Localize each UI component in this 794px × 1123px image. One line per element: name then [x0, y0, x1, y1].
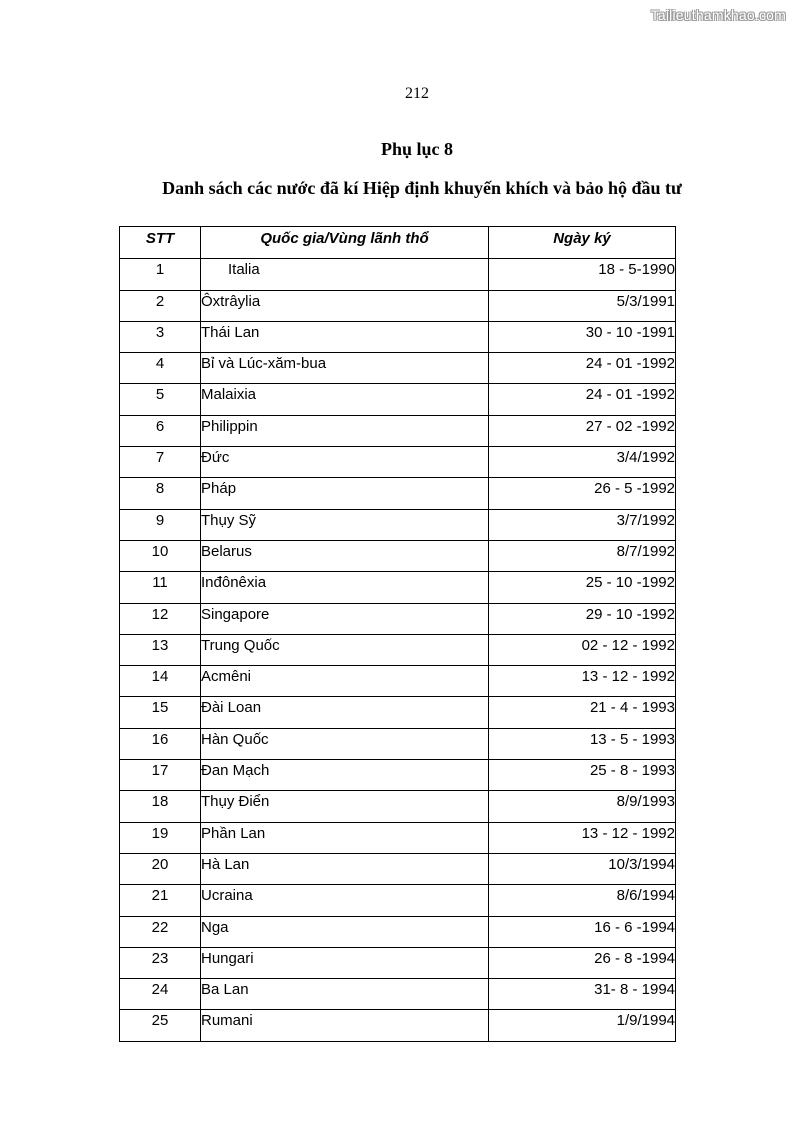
date-cell: 8/6/1994: [489, 885, 676, 916]
date-cell: 24 - 01 -1992: [489, 353, 676, 384]
stt-cell: 23: [120, 947, 201, 978]
date-cell: 3/4/1992: [489, 447, 676, 478]
country-cell: Hàn Quốc: [201, 728, 489, 759]
country-cell: Acmêni: [201, 666, 489, 697]
table-row: [120, 259, 676, 290]
table-row: [120, 415, 676, 446]
date-cell: 21 - 4 - 1993: [489, 697, 676, 728]
table-row: [120, 353, 676, 384]
date-cell: 25 - 8 - 1993: [489, 760, 676, 791]
stt-cell: 21: [120, 885, 201, 916]
table-row: [120, 603, 676, 634]
country-cell: Thái Lan: [201, 321, 489, 352]
country-cell: Thụy Sỹ: [201, 509, 489, 540]
country-cell: Italia: [201, 259, 489, 290]
country-cell: Singapore: [201, 603, 489, 634]
table-row: [120, 384, 676, 415]
stt-cell: 2: [120, 290, 201, 321]
date-cell: 8/7/1992: [489, 540, 676, 571]
stt-cell: 11: [120, 572, 201, 603]
table-row: [120, 728, 676, 759]
date-cell: 31- 8 - 1994: [489, 979, 676, 1010]
country-cell: Ôxtrâylia: [201, 290, 489, 321]
date-cell: 1/9/1994: [489, 1010, 676, 1041]
country-cell: Rumani: [201, 1010, 489, 1041]
table-row: [120, 697, 676, 728]
table-row: [120, 822, 676, 853]
date-cell: 10/3/1994: [489, 853, 676, 884]
table-row: [120, 540, 676, 571]
stt-cell: 13: [120, 634, 201, 665]
stt-cell: 10: [120, 540, 201, 571]
country-cell: Bỉ và Lúc-xăm-bua: [201, 353, 489, 384]
table-body: [120, 259, 676, 1041]
country-cell: Hungari: [201, 947, 489, 978]
stt-cell: 5: [120, 384, 201, 415]
country-cell: Inđônêxia: [201, 572, 489, 603]
country-cell: Ucraina: [201, 885, 489, 916]
date-cell: 16 - 6 -1994: [489, 916, 676, 947]
stt-cell: 16: [120, 728, 201, 759]
date-cell: 18 - 5-1990: [489, 259, 676, 290]
table-row: [120, 791, 676, 822]
date-cell: 26 - 5 -1992: [489, 478, 676, 509]
table-row: [120, 478, 676, 509]
stt-cell: 25: [120, 1010, 201, 1041]
stt-cell: 24: [120, 979, 201, 1010]
country-cell: Phần Lan: [201, 822, 489, 853]
stt-cell: 1: [120, 259, 201, 290]
country-cell: Đài Loan: [201, 697, 489, 728]
stt-cell: 22: [120, 916, 201, 947]
treaty-table: [119, 226, 676, 1042]
table-row: [120, 290, 676, 321]
table-row: [120, 572, 676, 603]
country-cell: Malaixia: [201, 384, 489, 415]
date-cell: 13 - 12 - 1992: [489, 666, 676, 697]
appendix-title: Phụ lục 8: [380, 139, 454, 159]
page-number: 212: [405, 85, 429, 102]
stt-cell: 19: [120, 822, 201, 853]
country-cell: Philippin: [201, 415, 489, 446]
header-date: Ngày ký: [489, 227, 676, 259]
date-cell: 27 - 02 -1992: [489, 415, 676, 446]
table-row: [120, 321, 676, 352]
stt-cell: 9: [120, 509, 201, 540]
date-cell: 25 - 10 -1992: [489, 572, 676, 603]
stt-cell: 3: [120, 321, 201, 352]
country-cell: Đức: [201, 447, 489, 478]
stt-cell: 17: [120, 760, 201, 791]
header-country: Quốc gia/Vùng lãnh thổ: [201, 227, 489, 259]
table-row: [120, 666, 676, 697]
header-stt: STT: [120, 227, 201, 259]
date-cell: 13 - 5 - 1993: [489, 728, 676, 759]
date-cell: 29 - 10 -1992: [489, 603, 676, 634]
document-title: Danh sách các nước đã kí Hiệp định khuyến khích và bảo hộ đầu tư: [162, 178, 682, 198]
table-row: [120, 760, 676, 791]
watermark: Tailieuthamkhao.com: [650, 7, 786, 23]
date-cell: 5/3/1991: [489, 290, 676, 321]
table-row: [120, 447, 676, 478]
country-cell: Trung Quốc: [201, 634, 489, 665]
country-cell: Pháp: [201, 478, 489, 509]
table-row: [120, 853, 676, 884]
table-row: [120, 634, 676, 665]
country-cell: Hà Lan: [201, 853, 489, 884]
country-cell: Nga: [201, 916, 489, 947]
country-cell: Ba Lan: [201, 979, 489, 1010]
date-cell: 26 - 8 -1994: [489, 947, 676, 978]
country-cell: Đan Mạch: [201, 760, 489, 791]
stt-cell: 18: [120, 791, 201, 822]
stt-cell: 15: [120, 697, 201, 728]
table-row: [120, 509, 676, 540]
date-cell: 13 - 12 - 1992: [489, 822, 676, 853]
table-row: [120, 885, 676, 916]
stt-cell: 8: [120, 478, 201, 509]
table-header-row: [120, 227, 676, 259]
country-cell: Belarus: [201, 540, 489, 571]
stt-cell: 20: [120, 853, 201, 884]
date-cell: 8/9/1993: [489, 791, 676, 822]
stt-cell: 4: [120, 353, 201, 384]
stt-cell: 14: [120, 666, 201, 697]
stt-cell: 12: [120, 603, 201, 634]
date-cell: 30 - 10 -1991: [489, 321, 676, 352]
date-cell: 02 - 12 - 1992: [489, 634, 676, 665]
stt-cell: 7: [120, 447, 201, 478]
country-cell: Thụy Điển: [201, 791, 489, 822]
table-row: [120, 1010, 676, 1041]
date-cell: 3/7/1992: [489, 509, 676, 540]
table-row: [120, 979, 676, 1010]
stt-cell: 6: [120, 415, 201, 446]
date-cell: 24 - 01 -1992: [489, 384, 676, 415]
table-row: [120, 916, 676, 947]
table-row: [120, 947, 676, 978]
